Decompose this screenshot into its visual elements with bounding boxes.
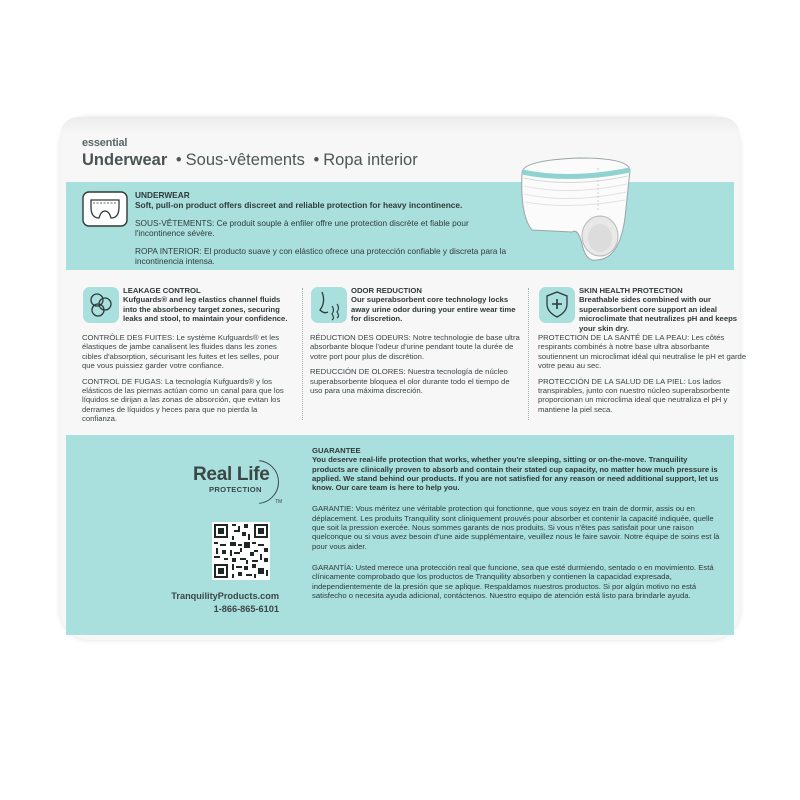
underwear-icon — [82, 191, 128, 227]
guarantee-text — [312, 446, 722, 612]
hero-spanish: ROPA INTERIOR: El producto suave y con elástico ofrece una protección confiable y discreta para la incontinencia intensa. — [135, 246, 507, 266]
guarantee-french: GARANTIE: Vous méritez une véritable protection qui fonctionne, que vous soyez en train de dormir, assis ou en déplacement. Les produits Tranquility sont cliniquement prouvés pour absorber et contenir la capacité indiquée, quelle que soit la pression exercée. Nous sommes garants de nos produits. Si vous n'êtes pas satisfait pour une raison quelconque ou si vous avez besoin d'une aide supplémentaire, veuillez nous le faire savoir. Notre équipe de soins est là pour vous aider. — [312, 504, 720, 551]
skin-health-shield-icon — [538, 286, 576, 324]
logo-trademark: TM — [275, 499, 283, 505]
brand-name: essential — [82, 137, 128, 149]
feature-spanish: REDUCCIÓN DE OLORES: Nuestra tecnología de núcleo superabsorbente bloquea el olor durante todo el tiempo de uso para una máxima discreción. — [310, 367, 510, 396]
feature-spanish: CONTROL DE FUGAS: La tecnología Kufguards® y los elásticos de las piernas actúan como un canal para que los líquidos se dirijan a las zonas de absorción, que evitan los derrames de líquidos y heces para que no pierda la confianza. — [82, 376, 284, 424]
underwear-product-illustration — [510, 152, 640, 266]
feature-french: RÉDUCTION DES ODEURS: Notre technologie de base ultra absorbante bloque l'odeur d'urine pendant toute la durée de votre port pour plus de discrétion. — [310, 333, 520, 361]
product-title — [82, 151, 418, 170]
feature-title: ODOR REDUCTION — [351, 286, 422, 295]
guarantee-heading: GUARANTEE — [312, 446, 361, 455]
hero-heading: UNDERWEAR — [135, 190, 190, 200]
title-separator: • — [175, 151, 182, 169]
nose-odor-icon — [310, 286, 348, 324]
divider — [528, 288, 529, 420]
logo-line2: PROTECTION — [209, 485, 262, 494]
real-life-protection-logo — [193, 460, 283, 520]
feature-description: Kufguards® and leg elastics channel fluids into the absorbency target zones, securing leaks and stool, to maintain your confidence. — [123, 295, 288, 324]
feature-french: CONTRÔLE DES FUITES: Le système Kufguards® et les élastiques de jambe canalisent les fluides dans les zones cibles d'absorption, sécurisant les fuites et les selles, pour que vous puissiez garder votre confiance. — [82, 333, 280, 371]
guarantee-english: You deserve real-life protection that works, whether you're sleeping, sitting or on-the-move. Tranquility products are clinically proven to absorb and contain their stated cup capacity, no matter how much pressure is applied. We stand behind our products. If you are not satisfied for any reason or need additional support, let us know. Our care team is here to help you. — [312, 455, 719, 493]
title-french: Sous-vêtements — [185, 151, 305, 169]
feature-description: Our superabsorbent core technology locks away urine odor during your entire wear time for discretion. — [351, 295, 516, 324]
title-spanish: Ropa interior — [323, 151, 418, 169]
title-english: Underwear — [82, 151, 168, 169]
feature-spanish: PROTECCIÓN DE LA SALUD DE LA PIEL: Los lados transpirables, junto con nuestro núcleo superabsorbente proporcionan un microclima ideal que neutraliza el pH y mantiene la piel seca. — [538, 376, 730, 414]
qr-code[interactable] — [212, 522, 270, 580]
feature-title: SKIN HEALTH PROTECTION — [579, 286, 683, 295]
hero-description — [135, 190, 515, 274]
guarantee-spanish: GARANTÍA: Usted merece una protección real que funcione, sea que esté durmiendo, sentado o en movimiento. Está clínicamente comprobado que los productos de Tranquility absorben y contienen la capacidad expresada, independientemente de la presión que se aplique. Respaldamos nuestros productos. Si por algún motivo no está satisfecho o necesita ayuda adicional, contáctenos. Nuestro equipo de atención está listo para brindarle ayuda. — [312, 562, 714, 600]
kufguards-icon — [82, 286, 120, 324]
hero-french: SOUS-VÊTEMENTS: Ce produit souple à enfiler offre une protection discrète et fiable pour l'incontinence sévère. — [135, 218, 469, 238]
logo-line1: Real Life — [193, 464, 270, 485]
divider — [302, 288, 303, 420]
title-separator: • — [313, 151, 320, 169]
phone-number[interactable]: 1-866-865-6101 — [213, 604, 279, 614]
feature-description: Breathable sides combined with our superabsorbent core support an ideal microclimate that neutralizes pH and keeps your skin dry. — [579, 295, 738, 333]
hero-bold-description: Soft, pull-on product offers discreet and reliable protection for heavy incontinence. — [135, 200, 463, 210]
feature-title: LEAKAGE CONTROL — [123, 286, 201, 295]
feature-french: PROTECTION DE LA SANTÉ DE LA PEAU: Les côtés respirants combinés à notre base ultra absorbante soutiennent un microclimat idéal qui neutralise le pH et garde votre peau au sec. — [538, 333, 747, 371]
website-link[interactable]: TranquilityProducts.com — [171, 591, 279, 601]
